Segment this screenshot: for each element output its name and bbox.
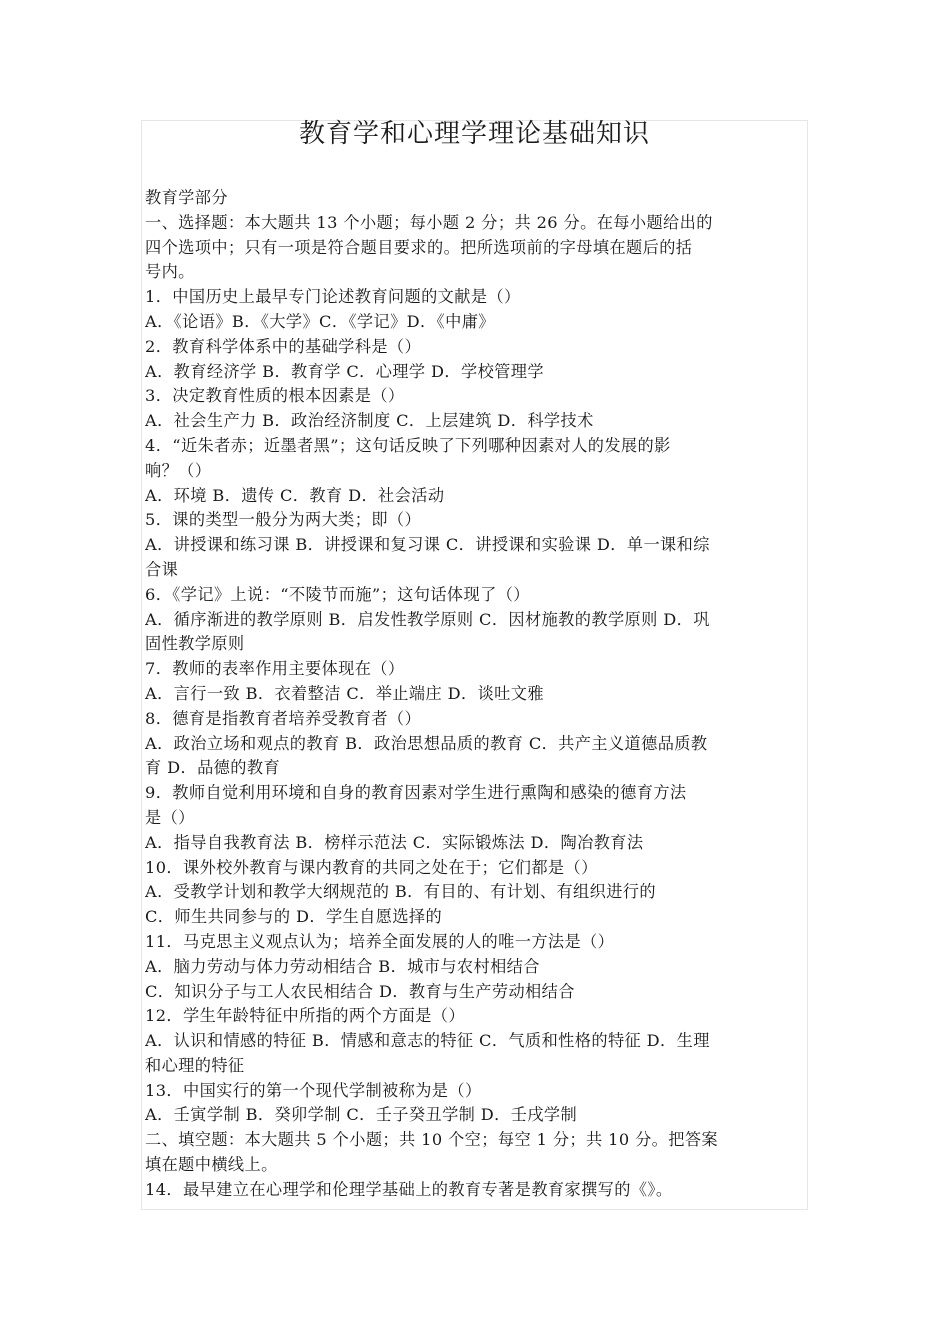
options-line: 固性教学原则 — [145, 634, 245, 654]
options-line: A．《论语》B．《大学》C．《学记》D．《中庸》 — [145, 311, 495, 331]
instruction-line: 号内。 — [145, 262, 195, 282]
options-line: A．言行一致 B．衣着整洁 C．举止端庄 D．谈吐文雅 — [145, 683, 544, 703]
question-line: 5．课的类型一般分为两大类；即（） — [145, 510, 422, 530]
question-line: 1．中国历史上最早专门论述教育问题的文献是（） — [145, 287, 521, 307]
options-line: 和心理的特征 — [145, 1055, 245, 1075]
options-line: A．环境 B．遗传 C．教育 D．社会活动 — [145, 485, 445, 505]
instruction-line: 二、填空题：本大题共 5 个小题；共 10 个空；每空 1 分；共 10 分。把答案 — [145, 1130, 719, 1150]
question-line: 是（） — [145, 807, 195, 827]
options-line: C．知识分子与工人农民相结合 D．教育与生产劳动相结合 — [145, 981, 575, 1001]
question-line: 6．《学记》上说：“不陵节而施”；这句话体现了（） — [145, 584, 530, 604]
document-title: 教育学和心理学理论基础知识 — [298, 119, 650, 149]
options-line: A．指导自我教育法 B．榜样示范法 C．实际锻炼法 D．陶冶教育法 — [145, 832, 644, 852]
question-line: 4．“近朱者赤；近墨者黑”；这句话反映了下列哪种因素对人的发展的影 — [145, 435, 671, 455]
options-line: A．讲授课和练习课 B．讲授课和复习课 C．讲授课和实验课 D．单一课和综 — [145, 535, 710, 555]
options-line: 合课 — [145, 559, 179, 579]
question-line: 11．马克思主义观点认为；培养全面发展的人的唯一方法是（） — [145, 931, 615, 951]
question-line: 9．教师自觉利用环境和自身的教育因素对学生进行熏陶和感染的德育方法 — [145, 783, 687, 803]
options-line: A．循序渐进的教学原则 B．启发性教学原则 C．因材施教的教学原则 D．巩 — [145, 609, 710, 629]
question-line: 响？（） — [145, 460, 212, 480]
question-line: 12．学生年龄特征中所指的两个方面是（） — [145, 1006, 465, 1026]
question-line: 7．教师的表率作用主要体现在（） — [145, 659, 405, 679]
options-line: A．政治立场和观点的教育 B．政治思想品质的教育 C．共产主义道德品质教 — [145, 733, 708, 753]
instruction-line: 四个选项中；只有一项是符合题目要求的。把所选项前的字母填在题后的括 — [145, 237, 693, 257]
options-line: 育 D．品德的教育 — [145, 758, 281, 778]
question-line: 14．最早建立在心理学和伦理学基础上的教育专著是教育家撰写的《》。 — [145, 1179, 673, 1199]
options-line: A．认识和情感的特征 B．情感和意志的特征 C．气质和性格的特征 D．生理 — [145, 1031, 710, 1051]
instruction-line: 填在题中横线上。 — [145, 1155, 278, 1175]
section-heading: 教育学部分 — [145, 188, 228, 207]
question-line: 8．德育是指教育者培养受教育者（） — [145, 708, 422, 728]
question-line: 10．课外校外教育与课内教育的共同之处在于；它们都是（） — [145, 857, 598, 877]
options-line: A．受教学计划和教学大纲规范的 B．有目的、有计划、有组织进行的 — [145, 882, 656, 902]
options-line: A．社会生产力 B．政治经济制度 C．上层建筑 D．科学技术 — [145, 411, 594, 431]
options-line: C．师生共同参与的 D．学生自愿选择的 — [145, 907, 443, 927]
options-line: A．教育经济学 B．教育学 C．心理学 D．学校管理学 — [145, 361, 544, 381]
instruction-line: 一、选择题：本大题共 13 个小题；每小题 2 分；共 26 分。在每小题给出的 — [145, 212, 713, 232]
options-line: A．壬寅学制 B．癸卯学制 C．壬子癸丑学制 D．壬戌学制 — [145, 1105, 578, 1125]
question-line: 2．教育科学体系中的基础学科是（） — [145, 336, 422, 356]
options-line: A．脑力劳动与体力劳动相结合 B．城市与农村相结合 — [145, 956, 540, 976]
question-line: 3．决定教育性质的根本因素是（） — [145, 386, 405, 406]
document-body — [145, 186, 809, 1203]
question-line: 13．中国实行的第一个现代学制被称为是（） — [145, 1080, 482, 1100]
